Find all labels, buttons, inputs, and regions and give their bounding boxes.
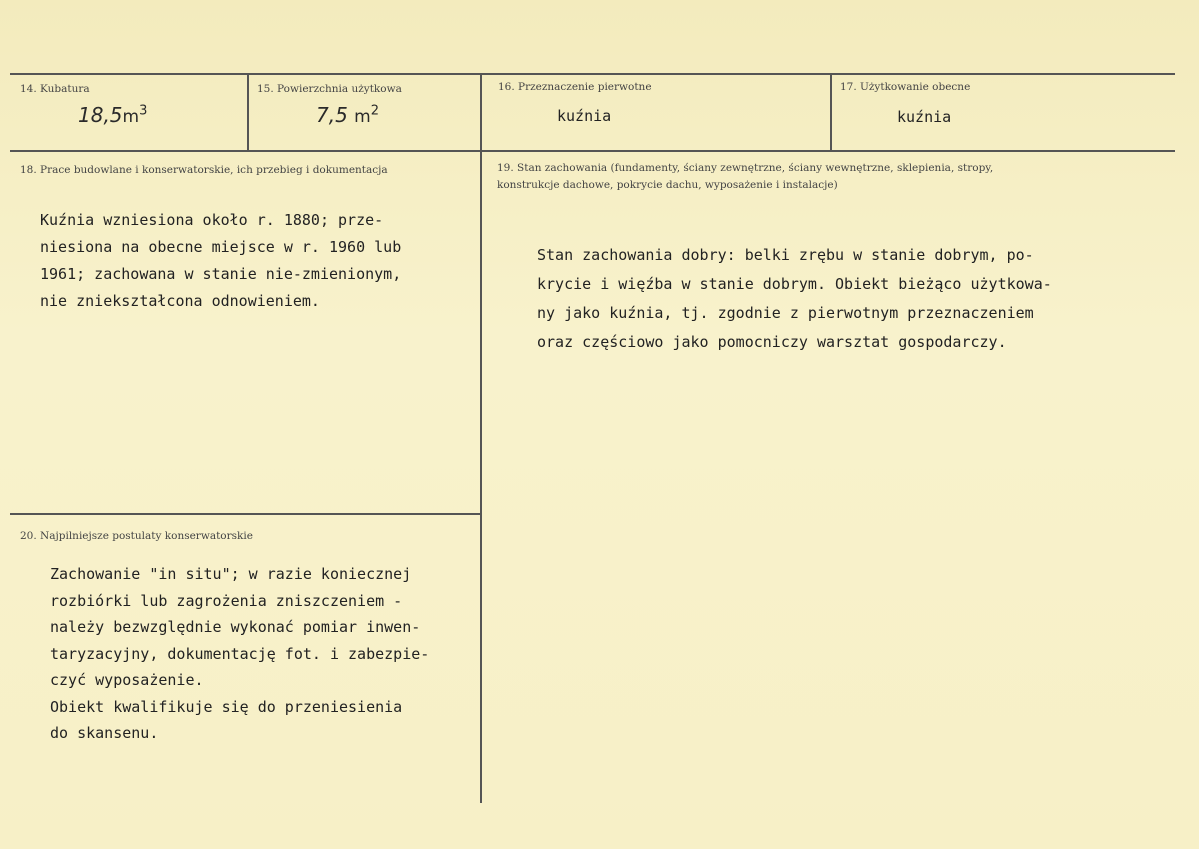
field-18-line: 1961; zachowana w stanie nie-zmienionym, — [40, 265, 402, 283]
divider-14-15 — [247, 75, 249, 150]
field-20-text — [50, 561, 429, 747]
field-20-line: rozbiórki lub zagrożenia zniszczeniem - — [50, 591, 403, 610]
field-14-label: 14. Kubatura — [20, 83, 90, 95]
field-14-number: 18,5 — [78, 103, 123, 127]
field-15-label: 15. Powierzchnia użytkowa — [257, 83, 402, 95]
field-16-value: kuźnia — [557, 107, 612, 125]
field-17-value: kuźnia — [897, 108, 952, 126]
field-14-unit: m — [122, 107, 140, 127]
field-20-line: należy bezwzględnie wykonać pomiar inwen- — [50, 618, 421, 636]
field-19-line: oraz częściowo jako pomocniczy warsztat gospodarczy. — [537, 333, 1007, 351]
field-19-label-line: konstrukcje dachowe, pokrycie dachu, wyposażenie i instalacje) — [497, 179, 838, 191]
mid-rule — [10, 150, 1175, 152]
field-19-line: Stan zachowania dobry: belki zrębu w stanie dobrym, po- — [537, 246, 1034, 264]
field-18-line: nie zniekształcona odnowieniem. — [40, 292, 320, 310]
field-16-label: 16. Przeznaczenie pierwotne — [498, 81, 652, 93]
top-rule — [10, 73, 1175, 75]
divider-15-16 — [480, 75, 482, 803]
field-18-label: 18. Prace budowlane i konserwatorskie, ich przebieg i dokumentacja — [20, 164, 388, 176]
field-18-line: niesiona na obecne miejsce w r. 1960 lub — [40, 238, 402, 256]
field-19-line: krycie i więźba w stanie dobrym. Obiekt bieżąco użytkowa- — [537, 275, 1052, 293]
field-17-label: 17. Użytkowanie obecne — [840, 81, 971, 93]
field-14-value — [78, 103, 147, 127]
field-19-line: ny jako kuźnia, tj. zgodnie z pierwotnym przeznaczeniem — [537, 304, 1034, 322]
section-18-20-divider — [10, 513, 480, 515]
field-20-line: Zachowanie "in situ"; w razie koniecznej — [50, 565, 412, 583]
field-18-text — [40, 207, 401, 315]
field-14-unit-exponent: 3 — [139, 103, 148, 119]
field-20-line: taryzacyjny, dokumentację fot. i zabezpie- — [50, 644, 430, 663]
field-19-text — [537, 241, 1052, 357]
field-20-line: czyć wyposażenie. — [50, 671, 204, 689]
field-18-line: Kuźnia wzniesiona około r. 1880; prze- — [40, 211, 384, 229]
field-15-number: 7,5 — [316, 103, 348, 127]
field-15-value — [316, 103, 379, 127]
field-20-line: do skansenu. — [50, 724, 159, 742]
field-20-label: 20. Najpilniejsze postulaty konserwatorskie — [20, 530, 253, 542]
field-19-label — [497, 160, 1097, 194]
field-15-unit-exponent: 2 — [370, 103, 380, 119]
field-19-label-line: 19. Stan zachowania (fundamenty, ściany zewnętrzne, ściany wewnętrzne, sklepienia, stropy, — [497, 162, 994, 174]
divider-16-17 — [830, 75, 832, 150]
field-15-unit: m — [354, 107, 371, 127]
field-20-line: Obiekt kwalifikuje się do przeniesienia — [50, 697, 403, 716]
